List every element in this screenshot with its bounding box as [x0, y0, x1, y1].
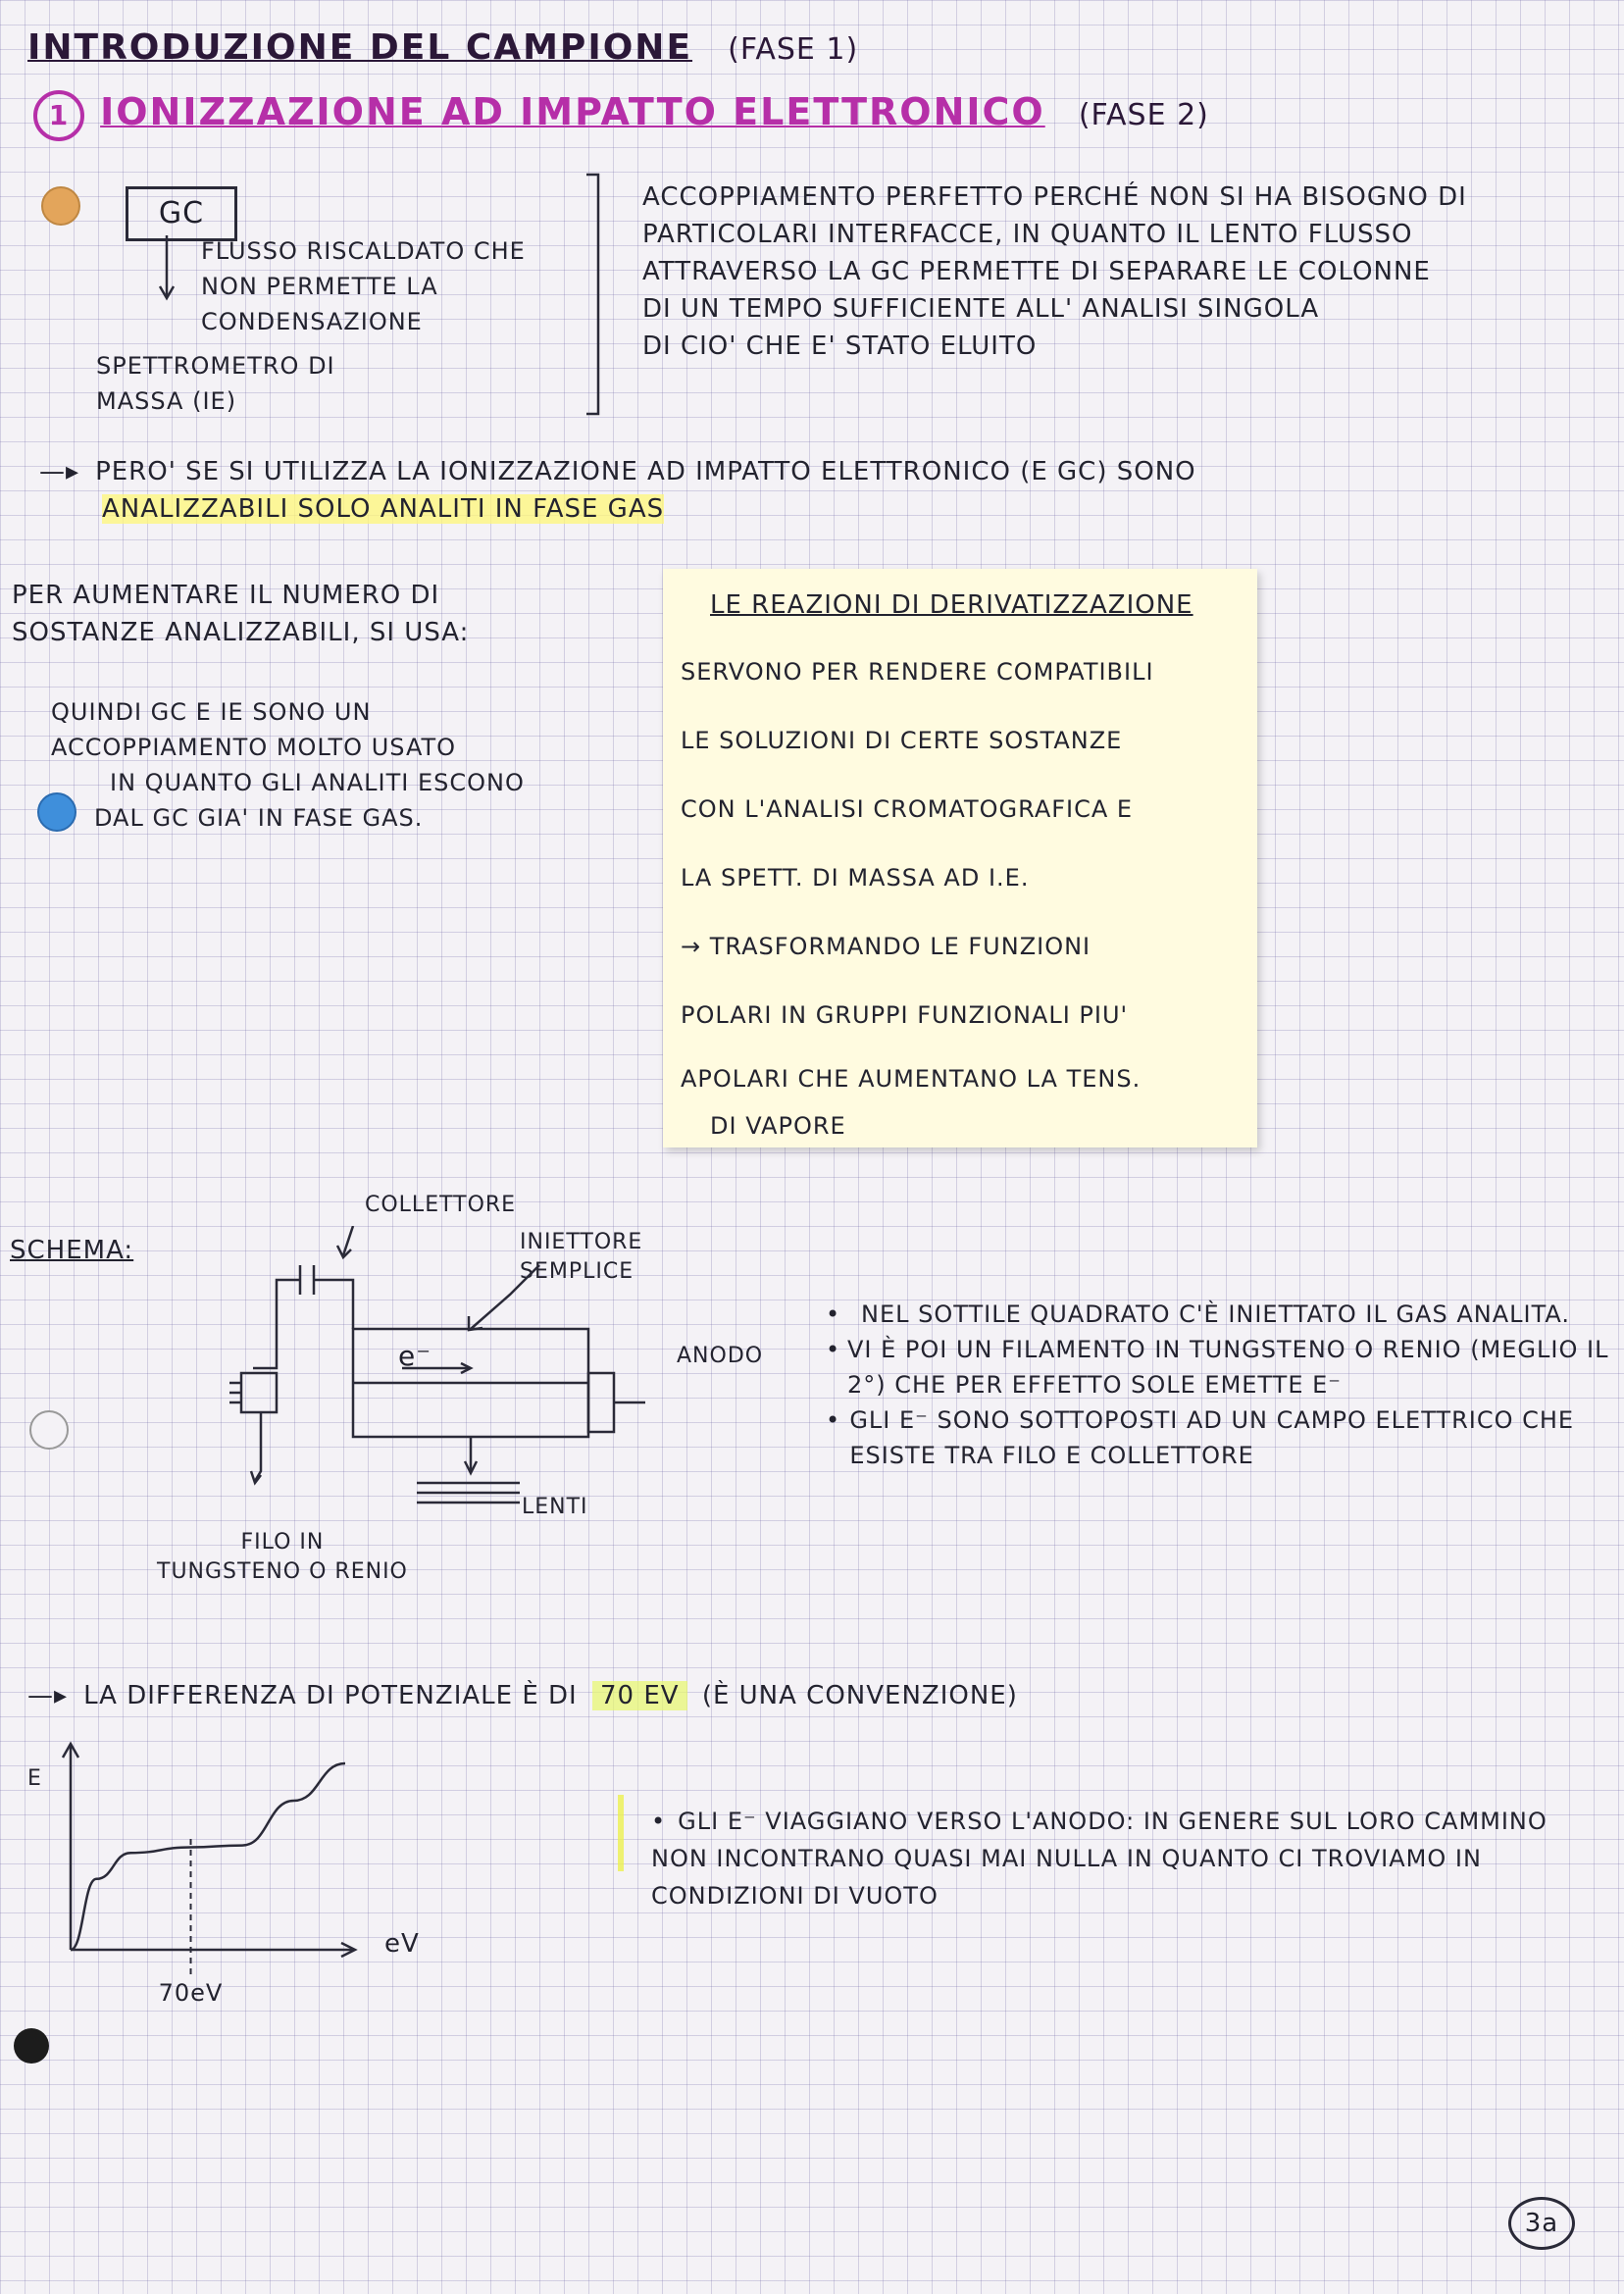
explanation-line: ATTRAVERSO LA GC PERMETTE DI SEPARARE LE COLONNE	[642, 257, 1431, 286]
conclusion-line: IN QUANTO GLI ANALITI ESCONO	[110, 769, 525, 796]
potential-suffix: (È UNA CONVENZIONE)	[701, 1681, 1018, 1710]
binder-hole-icon	[29, 1410, 69, 1450]
anode-label: ANODO	[677, 1344, 764, 1368]
section-number: 1	[33, 90, 84, 141]
chart-series-line	[71, 1763, 345, 1950]
page-title: INTRODUZIONE DEL CAMPIONE	[27, 27, 693, 68]
gas-note-line2: ANALIZZABILI SOLO ANALITI IN FASE GAS	[102, 494, 665, 524]
explanation-line: DI CIO' CHE E' STATO ELUITO	[642, 331, 1038, 361]
sticky-line: LE SOLUZIONI DI CERTE SOSTANZE	[681, 727, 1123, 754]
ms-label: SPETTROMETRO DI MASSA (IE)	[96, 352, 335, 415]
sticky-line: CON L'ANALISI CROMATOGRAFICA E	[681, 795, 1134, 823]
conclusion-line: QUINDI GC E IE SONO UN	[51, 698, 372, 726]
filament-label: FILO IN TUNGSTENO O RENIO	[157, 1530, 408, 1584]
scheme-note: • GLI E⁻ SONO SOTTOPOSTI AD UN CAMPO ELETTRICO CHE ESISTE TRA FILO E COLLETTORE	[826, 1406, 1575, 1469]
gc-explanation	[642, 178, 1594, 365]
sticky-line: → TRASFORMANDO LE FUNZIONI	[681, 933, 1091, 960]
bracket	[584, 173, 604, 418]
energy-chart	[20, 1736, 451, 2020]
potential-line: —▸ LA DIFFERENZA DI POTENZIALE È DI 70 EV (È UNA CONVENZIONE)	[27, 1681, 1018, 1710]
section-phase: (FASE 2)	[1078, 98, 1209, 132]
explanation-line: DI UN TEMPO SUFFICIENTE ALL' ANALISI SINGOLA	[642, 294, 1320, 324]
increase-line: SOSTANZE ANALIZZABILI, SI USA:	[12, 618, 470, 647]
explanation-line: ACCOPPIAMENTO PERFETTO PERCHÉ NON SI HA BISOGNO DI	[642, 182, 1467, 212]
graph-note: • GLI E⁻ VIAGGIANO VERSO L'ANODO: IN GENERE SUL LORO CAMMINO NON INCONTRANO QUASI MAI NULLA IN QUANTO CI TROVIAMO IN CONDIZIONI DI VUOTO	[651, 1808, 1548, 1910]
gc-box: GC	[126, 186, 237, 241]
electron-label: e⁻	[398, 1340, 432, 1372]
sticky-heading: LE REAZIONI DI DERIVATIZZAZIONE	[710, 590, 1193, 620]
binder-hole-icon	[41, 186, 80, 226]
conclusion-block	[51, 694, 620, 836]
highlight-mark	[618, 1795, 624, 1871]
potential-value: 70 EV	[592, 1681, 687, 1710]
scheme-note: • VI È POI UN FILAMENTO IN TUNGSTENO O RENIO (MEGLIO IL 2°) CHE PER EFFETTO SOLE EMETTE E⁻	[826, 1336, 1609, 1399]
collector-label: COLLETTORE	[365, 1193, 517, 1217]
scheme-notes	[826, 1297, 1618, 1473]
gas-note-line1: PERO' SE SI UTILIZZA LA IONIZZAZIONE AD IMPATTO ELETTRONICO (E GC) SONO	[95, 457, 1196, 486]
sticky-line: DI VAPORE	[710, 1112, 846, 1140]
section-title-row	[33, 90, 1209, 141]
section-title: IONIZZAZIONE AD IMPATTO ELETTRONICO	[100, 90, 1045, 133]
binder-hole-icon	[14, 2028, 49, 2064]
conclusion-line: DAL GC GIA' IN FASE GAS.	[94, 804, 424, 832]
increase-block	[12, 577, 561, 651]
scheme-label: SCHEMA:	[10, 1236, 134, 1265]
increase-line: PER AUMENTARE IL NUMERO DI	[12, 581, 440, 610]
flow-note: FLUSSO RISCALDATO CHE NON PERMETTE LA CONDENSAZIONE	[201, 237, 526, 335]
sticky-line: APOLARI CHE AUMENTANO LA TENS.	[681, 1065, 1142, 1093]
gas-note: —▸ PERO' SE SI UTILIZZA LA IONIZZAZIONE AD IMPATTO ELETTRONICO (E GC) SONO ANALIZZABILI SOLO ANALITI IN FASE GAS	[39, 457, 1196, 524]
sticky-line: LA SPETT. DI MASSA AD I.E.	[681, 864, 1030, 892]
arrow-icon	[157, 235, 186, 304]
title-phase: (FASE 1)	[728, 32, 859, 67]
page-title-row	[27, 27, 858, 68]
conclusion-line: ACCOPPIAMENTO MOLTO USATO	[51, 734, 457, 761]
page-number: 3a	[1508, 2197, 1575, 2250]
explanation-line: PARTICOLARI INTERFACCE, IN QUANTO IL LENTO FLUSSO	[642, 220, 1413, 249]
scheme-note: • NEL SOTTILE QUADRATO C'È INIETTATO IL GAS ANALITA.	[826, 1300, 1570, 1328]
ionization-scheme	[216, 1226, 677, 1550]
chart-xlabel: eV	[384, 1929, 420, 1959]
lenses-label: LENTI	[522, 1495, 588, 1519]
potential-prefix: LA DIFFERENZA DI POTENZIALE È DI	[83, 1681, 578, 1710]
sticky-note	[663, 569, 1257, 1147]
chart-ylabel: E	[27, 1766, 42, 1791]
sticky-line: POLARI IN GRUPPI FUNZIONALI PIU'	[681, 1001, 1129, 1029]
sticky-line: SERVONO PER RENDERE COMPATIBILI	[681, 658, 1154, 686]
chart-xtick: 70eV	[158, 1979, 224, 2007]
injector-label: INIETTORE SEMPLICE	[520, 1230, 643, 1284]
